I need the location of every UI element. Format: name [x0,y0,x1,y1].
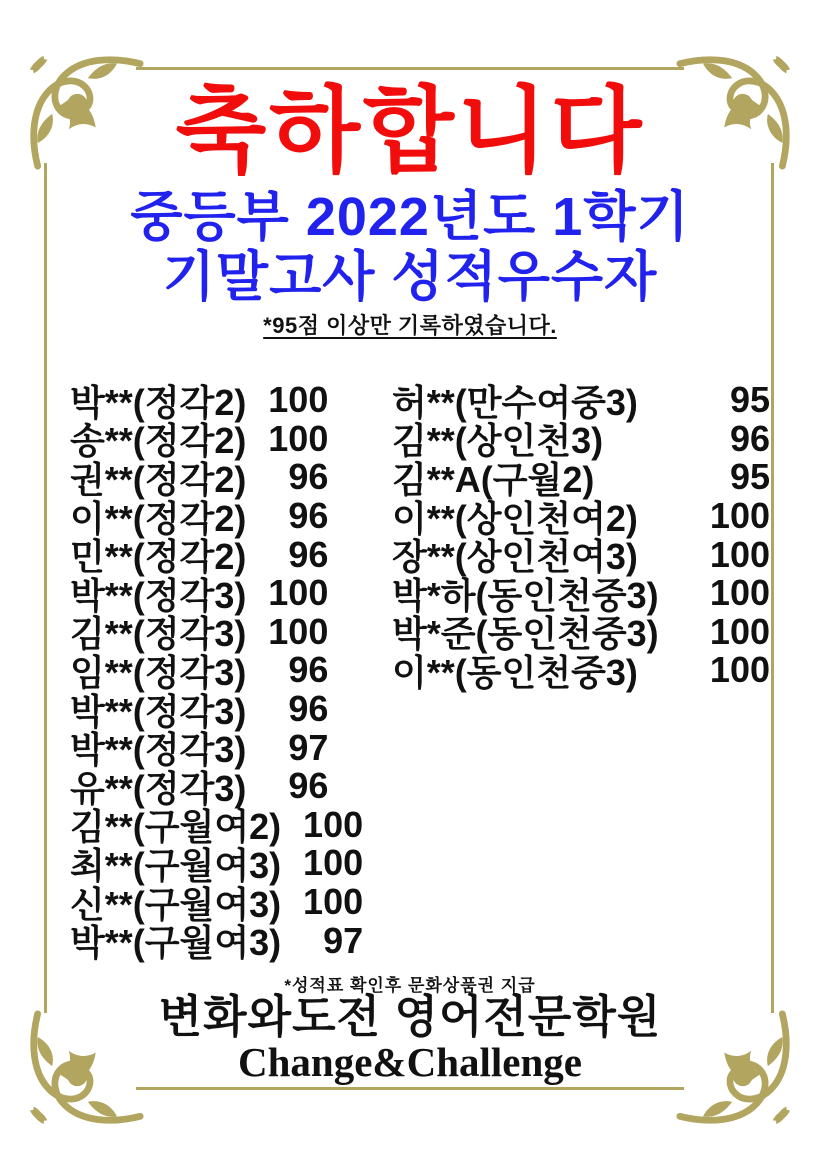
student-score: 100 [709,610,770,652]
student-score: 97 [288,726,329,768]
student-score: 100 [268,572,329,614]
student-name: 유**(정각3) [70,767,247,809]
student-name: 이**(정각2) [70,497,247,539]
student-score: 96 [288,495,329,537]
student-name: 박**(구월여3) [70,922,282,964]
student-score: 100 [303,803,364,845]
student-score: 100 [303,881,364,923]
student-list-right [392,379,770,693]
criteria-note: *95점 이상만 기록하였습니다. [263,313,557,338]
frame-line-top [136,67,684,70]
student-name: 박*하(동인천중3) [392,574,659,616]
student-score: 96 [288,765,329,807]
student-score: 96 [288,456,329,498]
student-score: 96 [288,688,329,730]
student-name: 이**(상인천여2) [392,497,638,539]
student-name: 김**A(구월2) [392,458,595,500]
student-row [70,919,412,964]
academy-name-english: Change&Challenge [238,1039,582,1085]
student-name: 장**(상인천여3) [392,536,638,578]
student-score: 96 [729,417,770,459]
student-name: 민**(정각2) [70,536,247,578]
student-name: 임**(정각3) [70,651,247,693]
subtitle-semester: 중등부 2022년도 1학기 [130,187,690,247]
student-score: 100 [709,533,770,575]
student-score: 96 [288,649,329,691]
student-score: 96 [288,533,329,575]
academy-name-korean: 변화와도전 영어전문학원 [158,991,662,1042]
student-name: 최**(구월여3) [70,844,282,886]
subtitle-exam: 기말고사 성적우수자 [162,247,658,307]
gift-note: *성적표 확인후 문화상품권 지급 [284,976,536,995]
student-name: 김**(구월여2) [70,806,282,848]
student-score: 100 [709,572,770,614]
student-score: 100 [268,610,329,652]
student-name: 박**(정각3) [70,574,247,616]
student-score: 95 [729,456,770,498]
student-score: 100 [268,417,329,459]
student-score: 100 [709,495,770,537]
student-name: 박**(정각3) [70,729,247,771]
student-row [392,649,770,693]
student-name: 박**(정각2) [70,381,247,423]
student-name: 김**(정각3) [70,613,247,655]
student-score: 95 [729,379,770,421]
frame-line-bottom [136,1087,684,1090]
student-name: 허**(만수여중3) [392,381,638,423]
student-name: 박**(정각3) [70,690,247,732]
student-score: 100 [709,649,770,691]
student-list-left [70,379,412,964]
student-name: 박*준(동인천중3) [392,613,659,655]
student-name: 이**(동인천중3) [392,651,638,693]
student-score: 100 [303,842,364,884]
student-score: 100 [268,379,329,421]
student-name: 권**(정각2) [70,458,247,500]
student-score: 97 [323,919,364,961]
student-name: 김**(상인천3) [392,420,604,462]
student-name: 신**(구월여3) [70,883,282,925]
student-name: 송**(정각2) [70,420,247,462]
page-title: 축하합니다 [175,78,645,183]
